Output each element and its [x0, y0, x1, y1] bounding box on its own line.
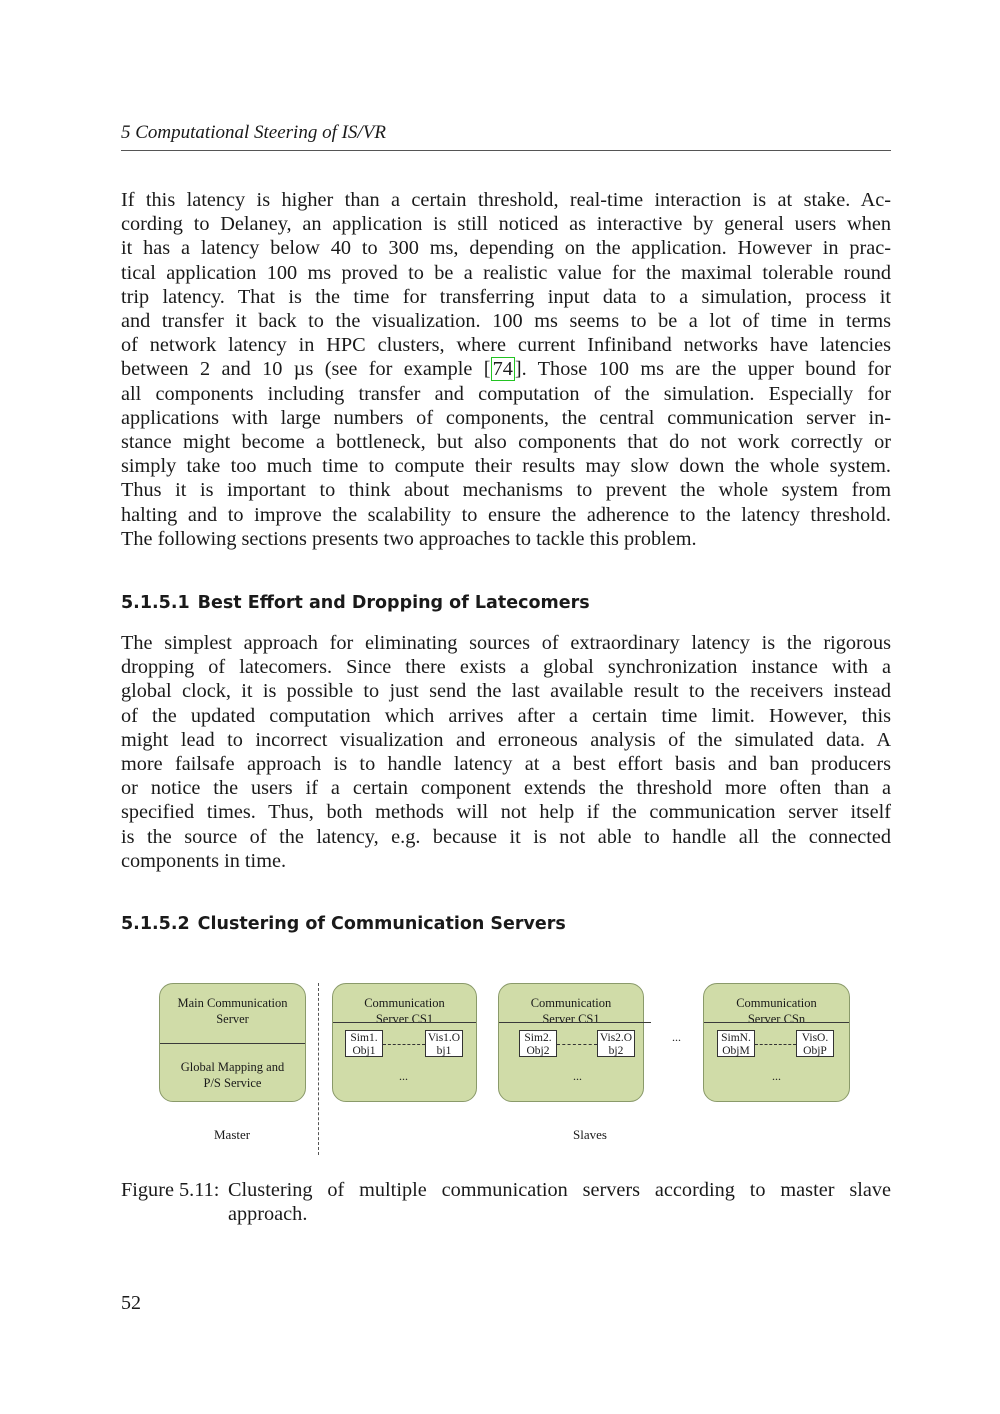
title-line: Server CS1: [542, 1012, 600, 1026]
section-title: Best Effort and Dropping of Latecomers: [197, 593, 590, 613]
caption-line: approach.: [228, 1203, 308, 1226]
text-line: global clock, it is possible to just send the last available result to the receivers instead: [121, 680, 891, 703]
more-objects-ellipsis: ...: [573, 1069, 582, 1083]
text-line: dropping of latecomers. Since there exists a global synchronization instance with a: [121, 656, 891, 679]
figure-clustering-diagram: [150, 975, 870, 1160]
text-line: cording to Delaney, an application is still noticed as interactive by general users when: [121, 213, 891, 236]
obj-line: ObjP: [803, 1045, 827, 1057]
obj-line: Obj2: [526, 1045, 550, 1057]
section-heading-5-1-5-2: [121, 912, 566, 936]
text-line: and transfer it back to the visualization. 100 ms seems to be a lot of time in terms: [121, 310, 891, 333]
section-heading-5-1-5-1: [121, 591, 590, 615]
caption-line: Clustering of multiple communication servers according to master slave: [228, 1179, 891, 1201]
service-line: P/S Service: [203, 1076, 262, 1090]
section-number: 5.1.5.2: [121, 914, 190, 934]
text-line: or notice the users if a certain component extends the threshold more often than a: [121, 777, 891, 800]
box-divider: [160, 1043, 305, 1044]
text-line: of the updated computation which arrives after a certain time limit. However, this: [121, 704, 891, 727]
obj-line: ObjM: [722, 1045, 750, 1057]
title-line: Main Communication: [177, 996, 288, 1010]
page-number: 52: [121, 1292, 141, 1314]
sim-object-box: [345, 1030, 383, 1057]
more-servers-ellipsis: ...: [672, 1030, 681, 1044]
text-line: might lead to incorrect visualization and erroneous analysis of the simulated data. A: [121, 728, 891, 751]
sim-vis-connector: [383, 1044, 425, 1045]
text-line: applications with large numbers of components, the central communication server in-: [121, 406, 891, 429]
text-line: If this latency is higher than a certain threshold, real-time interaction is at stake. Ac-: [121, 189, 891, 211]
vis-object-box: [597, 1030, 635, 1057]
section-number: 5.1.5.1: [121, 593, 190, 613]
box-divider: [704, 1022, 849, 1023]
more-objects-ellipsis: ...: [772, 1069, 781, 1083]
obj-line: Vis2.O: [599, 1032, 633, 1044]
text-fragment: ]. Those 100 ms are the upper bound for: [514, 358, 891, 381]
title-line: Server CS1: [375, 1012, 434, 1026]
title-line: Communication: [736, 996, 817, 1010]
text-line: more failsafe approach is to handle latency at a best effort basis and ban producers: [121, 753, 891, 776]
master-box-service: [160, 1059, 305, 1091]
obj-line: Obj1: [352, 1045, 376, 1057]
citation-link-74[interactable]: 74: [492, 358, 513, 381]
text-line: The following sections presents two approaches to tackle this problem.: [121, 527, 697, 550]
text-line: specified times. Thus, both methods will not help if the communication server itself: [121, 801, 891, 824]
sim-vis-connector: [755, 1044, 796, 1045]
obj-line: Sim2.: [524, 1032, 552, 1044]
obj-line: VisO.: [801, 1032, 829, 1044]
obj-line: Sim1.: [350, 1032, 378, 1044]
text-line: components in time.: [121, 849, 287, 872]
text-line: stance might become a bottleneck, but also components that do not work correctly or: [121, 431, 891, 454]
sim-object-box: [519, 1030, 557, 1057]
text-line: tical application 100 ms proved to be a realistic value for the maximal tolerable round: [121, 261, 891, 284]
title-line: Server CSn: [747, 1012, 806, 1026]
more-objects-ellipsis: ...: [399, 1069, 408, 1083]
text-line: trip latency. That is the time for transferring input data to a simulation, process it: [121, 285, 891, 308]
master-box-title: [160, 995, 305, 1027]
sim-vis-connector: [557, 1044, 597, 1045]
box-divider: [333, 1022, 476, 1023]
running-head: 5 Computational Steering of IS/VR: [121, 122, 386, 143]
section-1-paragraph: [121, 631, 891, 873]
slaves-label: Slaves: [573, 1127, 607, 1142]
text-line: halting and to improve the scalability to ensure the adherence to the latency threshold.: [121, 503, 891, 526]
text-line: it has a latency below 40 to 300 ms, depending on the application. However in prac-: [121, 237, 891, 260]
obj-line: bj2: [608, 1045, 624, 1057]
vis-object-box: [425, 1030, 463, 1057]
text-line: simply take too much time to compute their results may slow down the whole system.: [121, 455, 891, 478]
caption-label: Figure 5.11:: [121, 1179, 220, 1201]
text-line: of network latency in HPC clusters, where current Infiniband networks have latencies: [121, 334, 891, 357]
text-line: The simplest approach for eliminating sources of extraordinary latency is the rigorous: [121, 632, 891, 654]
text-line: Thus it is important to think about mechanisms to prevent the whole system from: [121, 479, 891, 502]
service-line: Global Mapping and: [180, 1060, 285, 1074]
vis-object-box: [796, 1030, 834, 1057]
master-slave-separator: [318, 983, 319, 1155]
slave-server-box-n: [703, 983, 850, 1102]
title-line: Server: [216, 1012, 249, 1026]
title-line: Communication: [530, 996, 612, 1010]
obj-line: SimN.: [721, 1032, 751, 1044]
text-line: all components including transfer and computation of the simulation. Especially for: [121, 382, 891, 405]
slave-server-box-2: [498, 983, 644, 1102]
section-title: Clustering of Communication Servers: [197, 914, 566, 934]
text-line: is the source of the latency, e.g. because it is not able to handle all the connected: [121, 825, 891, 848]
text-fragment: between 2 and 10 µs (see for example [: [121, 358, 491, 381]
master-label: Master: [214, 1127, 251, 1142]
header-rule: [121, 150, 891, 151]
obj-line: Vis1.O: [427, 1032, 461, 1044]
slave-server-box-1: [332, 983, 477, 1102]
obj-line: bj1: [436, 1045, 452, 1057]
title-line: Communication: [364, 996, 445, 1010]
caption-text: [228, 1178, 891, 1226]
text-line-with-citation: [121, 357, 891, 381]
master-server-box: [159, 983, 306, 1102]
box-divider: [499, 1022, 651, 1023]
intro-paragraph: [121, 188, 891, 551]
sim-object-box: [717, 1030, 755, 1057]
